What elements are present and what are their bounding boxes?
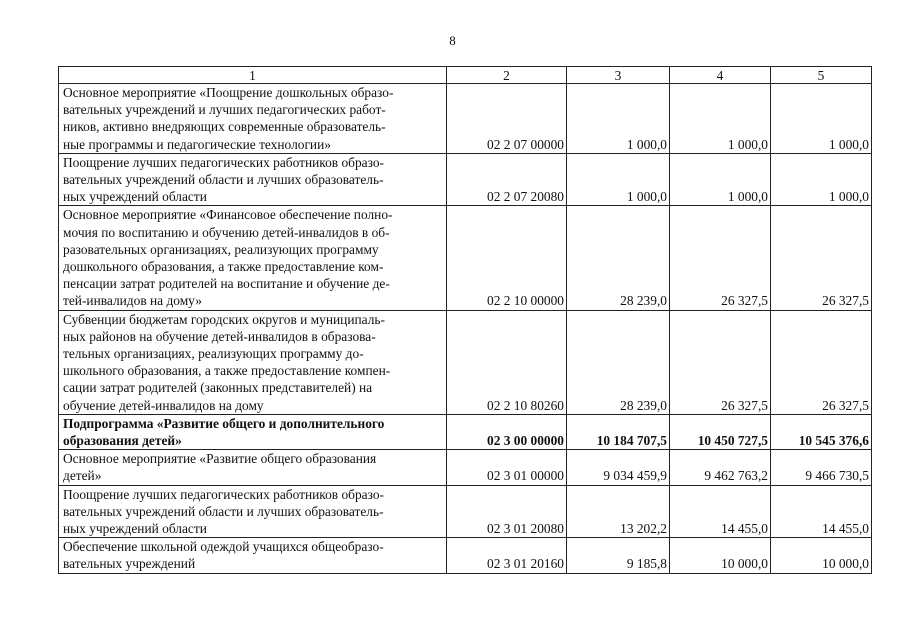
row-code-cell: 02 2 07 20080 bbox=[447, 153, 567, 206]
row-name-line: школьного образования, а также предоставление компен- bbox=[63, 363, 391, 379]
row-value-col-3: 10 184 707,5 bbox=[567, 414, 670, 449]
row-code-cell: 02 3 01 20080 bbox=[447, 485, 567, 538]
row-value-col-4: 1 000,0 bbox=[670, 84, 771, 154]
row-value-col-5: 1 000,0 bbox=[771, 153, 872, 206]
row-value-col-4: 1 000,0 bbox=[670, 153, 771, 206]
row-value-col-5: 26 327,5 bbox=[771, 206, 872, 310]
row-name-cell bbox=[59, 485, 447, 538]
page-number: 8 bbox=[449, 33, 456, 48]
row-name-line: ных учреждений области bbox=[63, 521, 207, 537]
row-name-line: вательных учреждений и лучших педагогических работ- bbox=[63, 102, 386, 118]
table-row bbox=[59, 414, 872, 449]
row-name-line: вательных учреждений области и лучших образователь- bbox=[63, 503, 384, 519]
row-value-col-5: 1 000,0 bbox=[771, 84, 872, 154]
row-name-line: Обеспечение школьной одеждой учащихся общеобразо- bbox=[63, 539, 384, 555]
budget-table bbox=[58, 66, 872, 574]
row-value-col-5: 26 327,5 bbox=[771, 310, 872, 414]
row-value-col-4: 10 450 727,5 bbox=[670, 414, 771, 449]
row-name-line: мочия по воспитанию и обучению детей-инвалидов в об- bbox=[63, 224, 390, 240]
row-name-line: Основное мероприятие «Поощрение дошкольных образо- bbox=[63, 85, 394, 100]
row-value-col-3: 9 185,8 bbox=[567, 538, 670, 573]
row-name-cell bbox=[59, 206, 447, 310]
row-code-cell: 02 2 07 00000 bbox=[447, 84, 567, 154]
row-name-line: тельных организациях, реализующих программу до- bbox=[63, 346, 364, 362]
row-code-cell: 02 3 01 20160 bbox=[447, 538, 567, 573]
header-col-5: 5 bbox=[771, 67, 872, 84]
row-name-line: ников, активно внедряющих современные образователь- bbox=[63, 119, 386, 135]
row-value-col-4: 14 455,0 bbox=[670, 485, 771, 538]
row-name-cell bbox=[59, 310, 447, 414]
row-value-col-3: 1 000,0 bbox=[567, 153, 670, 206]
row-name-line: вательных учреждений области и лучших образователь- bbox=[63, 172, 384, 188]
row-name-cell bbox=[59, 153, 447, 206]
header-col-3: 3 bbox=[567, 67, 670, 84]
row-name-line: ных учреждений области bbox=[63, 189, 207, 205]
row-name-line: Основное мероприятие «Финансовое обеспечение полно- bbox=[63, 207, 393, 223]
row-name-line: Подпрограмма «Развитие общего и дополнительного bbox=[63, 415, 385, 431]
row-value-col-5: 10 000,0 bbox=[771, 538, 872, 573]
row-value-col-4: 26 327,5 bbox=[670, 206, 771, 310]
row-value-col-3: 13 202,2 bbox=[567, 485, 670, 538]
table-row bbox=[59, 485, 872, 538]
table-row bbox=[59, 310, 872, 414]
row-name-line: образования детей» bbox=[63, 433, 182, 449]
row-name-line: детей» bbox=[63, 468, 102, 484]
table-row bbox=[59, 450, 872, 485]
row-name-line: ные программы и педагогические технологии» bbox=[63, 136, 331, 152]
header-col-4: 4 bbox=[670, 67, 771, 84]
table-row bbox=[59, 206, 872, 310]
row-name-line: тей-инвалидов на дому» bbox=[63, 293, 202, 309]
row-name-line: сации затрат родителей (законных представителей) на bbox=[63, 380, 373, 396]
row-name-line: Субвенции бюджетам городских округов и муниципаль- bbox=[63, 311, 385, 327]
table-row bbox=[59, 153, 872, 206]
row-name-line: пенсации затрат родителей на воспитание и обучение де- bbox=[63, 276, 390, 292]
row-name-line: вательных учреждений bbox=[63, 556, 196, 572]
row-name-line: дошкольного образования, а также предоставление ком- bbox=[63, 259, 384, 275]
row-code-cell: 02 2 10 80260 bbox=[447, 310, 567, 414]
row-name-cell bbox=[59, 84, 447, 154]
row-value-col-3: 28 239,0 bbox=[567, 206, 670, 310]
row-name-line: ных районов на обучение детей-инвалидов в образова- bbox=[63, 328, 376, 344]
row-name-line: разовательных организациях, реализующих программу bbox=[63, 241, 379, 257]
row-name-line: обучение детей-инвалидов на дому bbox=[63, 397, 264, 413]
row-value-col-3: 28 239,0 bbox=[567, 310, 670, 414]
table-header-row bbox=[59, 67, 872, 84]
row-value-col-5: 9 466 730,5 bbox=[771, 450, 872, 485]
header-col-1: 1 bbox=[59, 67, 447, 84]
row-code-cell: 02 3 00 00000 bbox=[447, 414, 567, 449]
table-row bbox=[59, 84, 872, 154]
row-value-col-4: 10 000,0 bbox=[670, 538, 771, 573]
table-row bbox=[59, 538, 872, 573]
row-code-cell: 02 3 01 00000 bbox=[447, 450, 567, 485]
row-code-cell: 02 2 10 00000 bbox=[447, 206, 567, 310]
row-value-col-4: 26 327,5 bbox=[670, 310, 771, 414]
row-value-col-3: 1 000,0 bbox=[567, 84, 670, 154]
row-value-col-5: 10 545 376,6 bbox=[771, 414, 872, 449]
header-col-2: 2 bbox=[447, 67, 567, 84]
row-name-cell bbox=[59, 450, 447, 485]
row-value-col-5: 14 455,0 bbox=[771, 485, 872, 538]
row-name-cell bbox=[59, 538, 447, 573]
row-name-line: Поощрение лучших педагогических работников образо- bbox=[63, 154, 384, 170]
row-name-line: Поощрение лучших педагогических работников образо- bbox=[63, 486, 384, 502]
row-name-cell bbox=[59, 414, 447, 449]
row-name-line: Основное мероприятие «Развитие общего образования bbox=[63, 451, 377, 467]
row-value-col-4: 9 462 763,2 bbox=[670, 450, 771, 485]
row-value-col-3: 9 034 459,9 bbox=[567, 450, 670, 485]
